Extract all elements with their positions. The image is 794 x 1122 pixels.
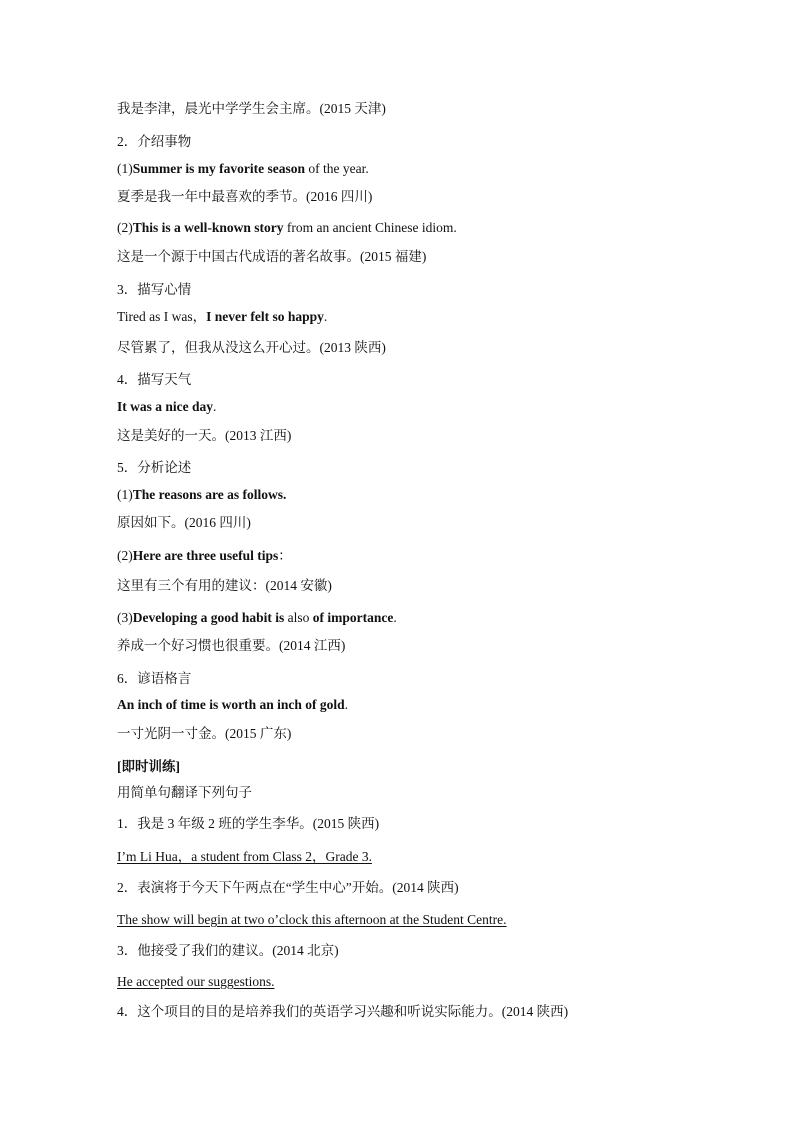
text-line [117, 911, 507, 929]
text-segment: 4．这个项目的目的是培养我们的英语学习兴趣和听说实际能力。(2014 陕西) [117, 1004, 569, 1019]
bold-text-segment: The reasons are as follows. [132, 487, 287, 502]
text-segment: 一寸光阴一寸金。(2015 广东) [117, 726, 292, 741]
text-segment: 5．分析论述 [117, 460, 192, 475]
bold-text-segment: This is a well-known story [132, 220, 284, 235]
text-line [117, 160, 369, 178]
text-segment: from an ancient Chinese idiom. [283, 220, 457, 235]
text-line [117, 133, 191, 151]
text-line [117, 670, 191, 688]
bold-text-segment: of importance [312, 610, 394, 625]
text-line [117, 486, 286, 504]
text-line [117, 188, 372, 206]
text-segment: 我是李津，晨光中学学生会主席。(2015 天津) [117, 101, 386, 116]
text-segment: 原因如下。(2016 四川) [117, 515, 251, 530]
text-segment: 这是一个源于中国古代成语的著名故事。(2015 福建) [117, 249, 427, 264]
bold-text-segment: Developing a good habit is [132, 610, 285, 625]
text-line [117, 784, 252, 802]
text-segment: . [323, 309, 328, 324]
text-segment: 用简单句翻译下列句子 [117, 785, 252, 800]
text-line [117, 815, 379, 833]
bold-text-segment: I never [206, 309, 247, 324]
text-segment: . [393, 610, 397, 625]
text-segment: (3) [117, 610, 133, 625]
text-segment: also [284, 610, 313, 625]
text-segment: . [213, 399, 217, 414]
text-segment: 夏季是我一年中最喜欢的季节。(2016 四川) [117, 189, 373, 204]
text-segment: of the year. [304, 161, 369, 176]
text-line [117, 637, 345, 655]
text-line [117, 725, 291, 743]
text-segment: 养成一个好习惯也很重要。(2014 江西) [117, 638, 346, 653]
bold-text-segment: An inch of time is worth an inch of gold [117, 697, 345, 712]
text-line [117, 371, 191, 389]
text-line [117, 758, 180, 776]
text-line [117, 942, 339, 960]
text-line [117, 281, 191, 299]
text-line [117, 427, 291, 445]
text-segment: (1) [117, 161, 133, 176]
text-line [117, 879, 459, 897]
answer-text: The show will begin at two o’clock this afternoon at the Student Centre. [117, 912, 507, 927]
answer-text: I’m Li Hua，a student from Class 2，Grade 3. [117, 849, 372, 864]
text-line [117, 547, 292, 565]
text-segment: 6．谚语格言 [117, 671, 192, 686]
text-segment: (2) [117, 548, 133, 563]
text-line [117, 1003, 568, 1021]
text-segment: 1．我是 3 年级 2 班的学生李华。(2015 陕西) [117, 816, 380, 831]
text-segment: 这是美好的一天。(2013 江西) [117, 428, 292, 443]
text-line [117, 339, 386, 357]
text-segment: Tired as I was， [117, 309, 207, 324]
answer-text: He accepted our suggestions. [117, 974, 275, 989]
text-line [117, 973, 274, 991]
bold-text-segment: Here are three useful tips [132, 548, 279, 563]
text-line [117, 459, 191, 477]
text-segment: (1) [117, 487, 133, 502]
text-line [117, 248, 426, 266]
text-line [117, 609, 397, 627]
bold-text-segment: [即时训练] [117, 759, 180, 774]
text-segment: 这里有三个有用的建议：(2014 安徽) [117, 578, 332, 593]
text-line [117, 696, 348, 714]
text-line [117, 848, 372, 866]
text-segment: 2．表演将于今天下午两点在“学生中心”开始。(2014 陕西) [117, 880, 459, 895]
text-segment: ： [278, 548, 292, 563]
text-segment: 2．介绍事物 [117, 134, 192, 149]
text-segment: 尽管累了，但我从没这么开心过。(2013 陕西) [117, 340, 386, 355]
text-line [117, 514, 251, 532]
bold-text-segment: felt so happy [250, 309, 324, 324]
text-segment: (2) [117, 220, 133, 235]
text-line [117, 398, 216, 416]
bold-text-segment: Summer is my favorite season [132, 161, 305, 176]
text-line [117, 219, 457, 237]
text-line [117, 100, 386, 118]
text-line [117, 308, 327, 326]
text-segment: . [344, 697, 349, 712]
text-segment: 3．他接受了我们的建议。(2014 北京) [117, 943, 339, 958]
bold-text-segment: It was a nice day [117, 399, 214, 414]
text-line [117, 577, 332, 595]
text-segment: 3．描写心情 [117, 282, 192, 297]
text-segment: 4．描写天气 [117, 372, 192, 387]
